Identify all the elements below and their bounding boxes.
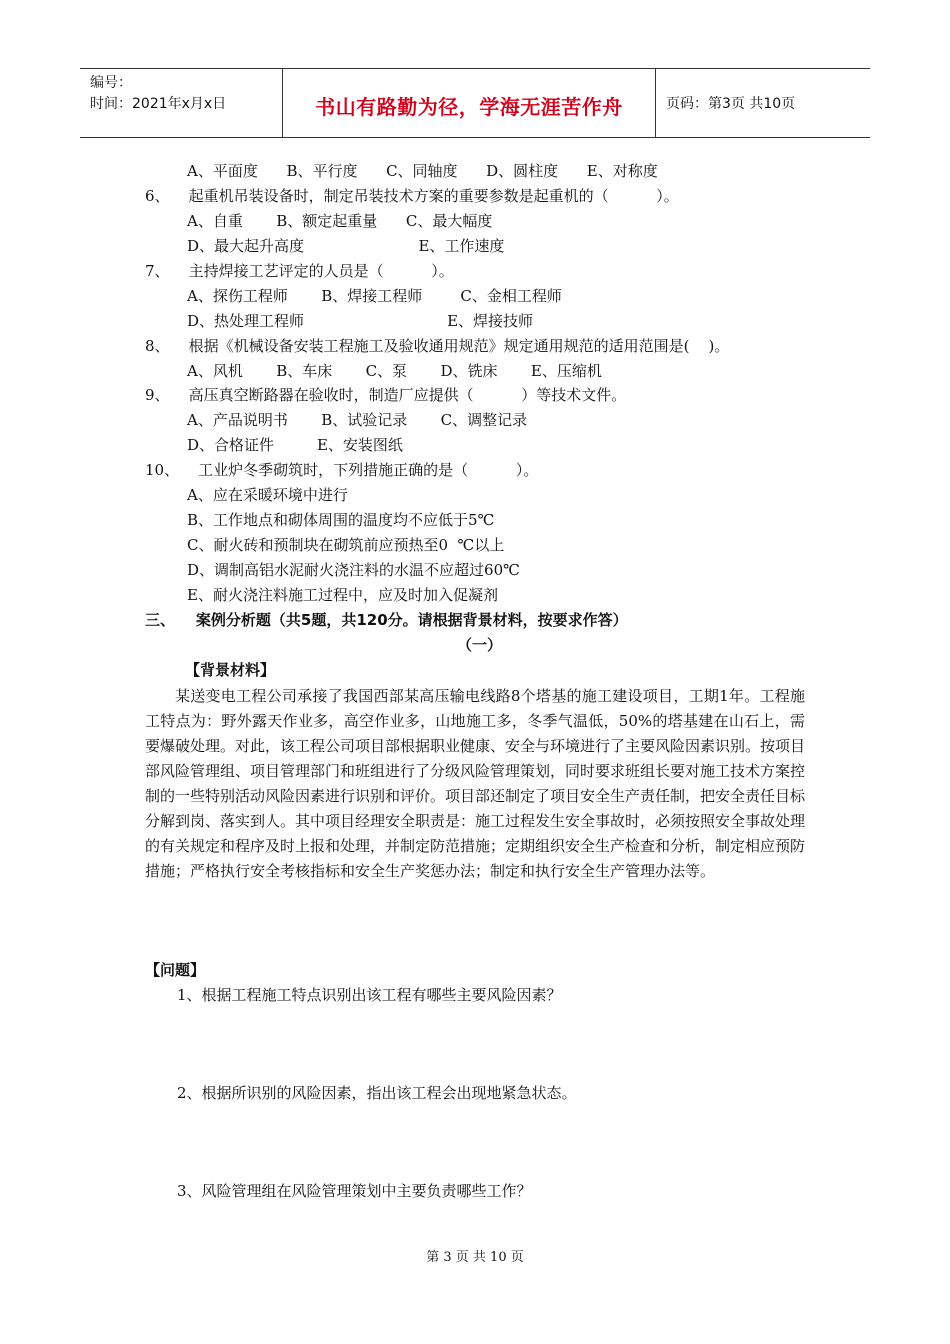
- background-text: 某送变电工程公司承接了我国西部某高压输电线路8个塔基的施工建设项目，工期1年。工程施工特点为：野外露天作业多，高空作业多，山地施工多，冬季气温低，50%的塔基建在山石上，需要爆破处理。对此，该工程公司项目部根据职业健康、安全与环境进行了主要风险因素识别。按项目部风险管理组、项目管理部门和班组进行了分级风险管理策划，同时要求班组长要对施工技术方案控制的一些特别活动风险因素进行识别和评价。项目部还制定了项目安全生产责任制，把安全责任目标分解到岗、落实到人。其中项目经理安全职责是：施工过程发生安全事故时，必须按照安全事故处理的有关规定和程序及时上报和处理，并制定防范措施；定期组织安全生产检查和分析，制定相应预防措施；严格执行安全考核指标和安全生产奖惩办法；制定和执行安全生产管理办法等。: [145, 687, 806, 880]
- option-line: E、耐火浇注料施工过程中，应及时加入促凝剂: [187, 586, 498, 604]
- doc-date: 时间：2021年x月x日: [90, 96, 227, 112]
- option-line: C、耐火砖和预制块在砌筑前应预热至0 ℃以上: [187, 536, 505, 554]
- header-meta: [90, 73, 226, 115]
- option-line: A、平面度 B、平行度 C、同轴度 D、圆柱度 E、对称度: [187, 162, 658, 180]
- option-line: D、热处理工程师 E、焊接技师: [187, 312, 534, 330]
- question-item: 1、根据工程施工特点识别出该工程有哪些主要风险因素？: [177, 986, 562, 1004]
- header-divider: [655, 69, 656, 137]
- questions-label: 【问题】: [145, 961, 206, 979]
- background-label: 【背景材料】: [185, 661, 276, 679]
- option-line: A、自重 B、额定起重量 C、最大幅度: [187, 212, 493, 230]
- option-line: D、调制高铝水泥耐火浇注料的水温不应超过60℃: [187, 561, 520, 579]
- question-8: 8、 根据《机械设备安装工程施工及验收通用规范》规定通用规范的适用范围是( )。: [145, 337, 730, 355]
- header-motto: 书山有路勤为径，学海无涯苦作舟: [315, 95, 623, 119]
- page-footer: 第 3 页 共 10 页: [426, 1250, 524, 1265]
- option-line: A、应在采暖环境中进行: [187, 486, 348, 504]
- question-6: 6、 起重机吊装设备时，制定吊装技术方案的重要参数是起重机的（ ）。: [145, 187, 679, 205]
- question-item: 3、风险管理组在风险管理策划中主要负责哪些工作？: [177, 1182, 532, 1200]
- question-10: 10、 工业炉冬季砌筑时，下列措施正确的是（ ）。: [145, 461, 539, 479]
- header-page-info: 页码：第3页 共10页: [666, 96, 796, 112]
- question-7: 7、 主持焊接工艺评定的人员是（ ）。: [145, 262, 454, 280]
- option-line: D、合格证件 E、安装图纸: [187, 436, 403, 454]
- page-header: [80, 68, 870, 138]
- option-line: B、工作地点和砌体周围的温度均不应低于5℃: [187, 511, 495, 529]
- section-title: 三、 案例分析题（共5题，共120分。请根据背景材料，按要求作答）: [145, 611, 628, 629]
- question-9: 9、 高压真空断路器在验收时，制造厂应提供（ ）等技术文件。: [145, 386, 627, 404]
- option-line: A、探伤工程师 B、焊接工程师 C、金相工程师: [187, 287, 562, 305]
- option-line: D、最大起升高度 E、工作速度: [187, 237, 505, 255]
- case-subtitle: （一）: [457, 636, 503, 654]
- option-line: A、风机 B、车床 C、泵 D、铣床 E、压缩机: [187, 362, 602, 380]
- option-line: A、产品说明书 B、试验记录 C、调整记录: [187, 411, 528, 429]
- question-item: 2、根据所识别的风险因素，指出该工程会出现地紧急状态。: [177, 1084, 577, 1102]
- doc-number-label: 编号：: [90, 75, 132, 91]
